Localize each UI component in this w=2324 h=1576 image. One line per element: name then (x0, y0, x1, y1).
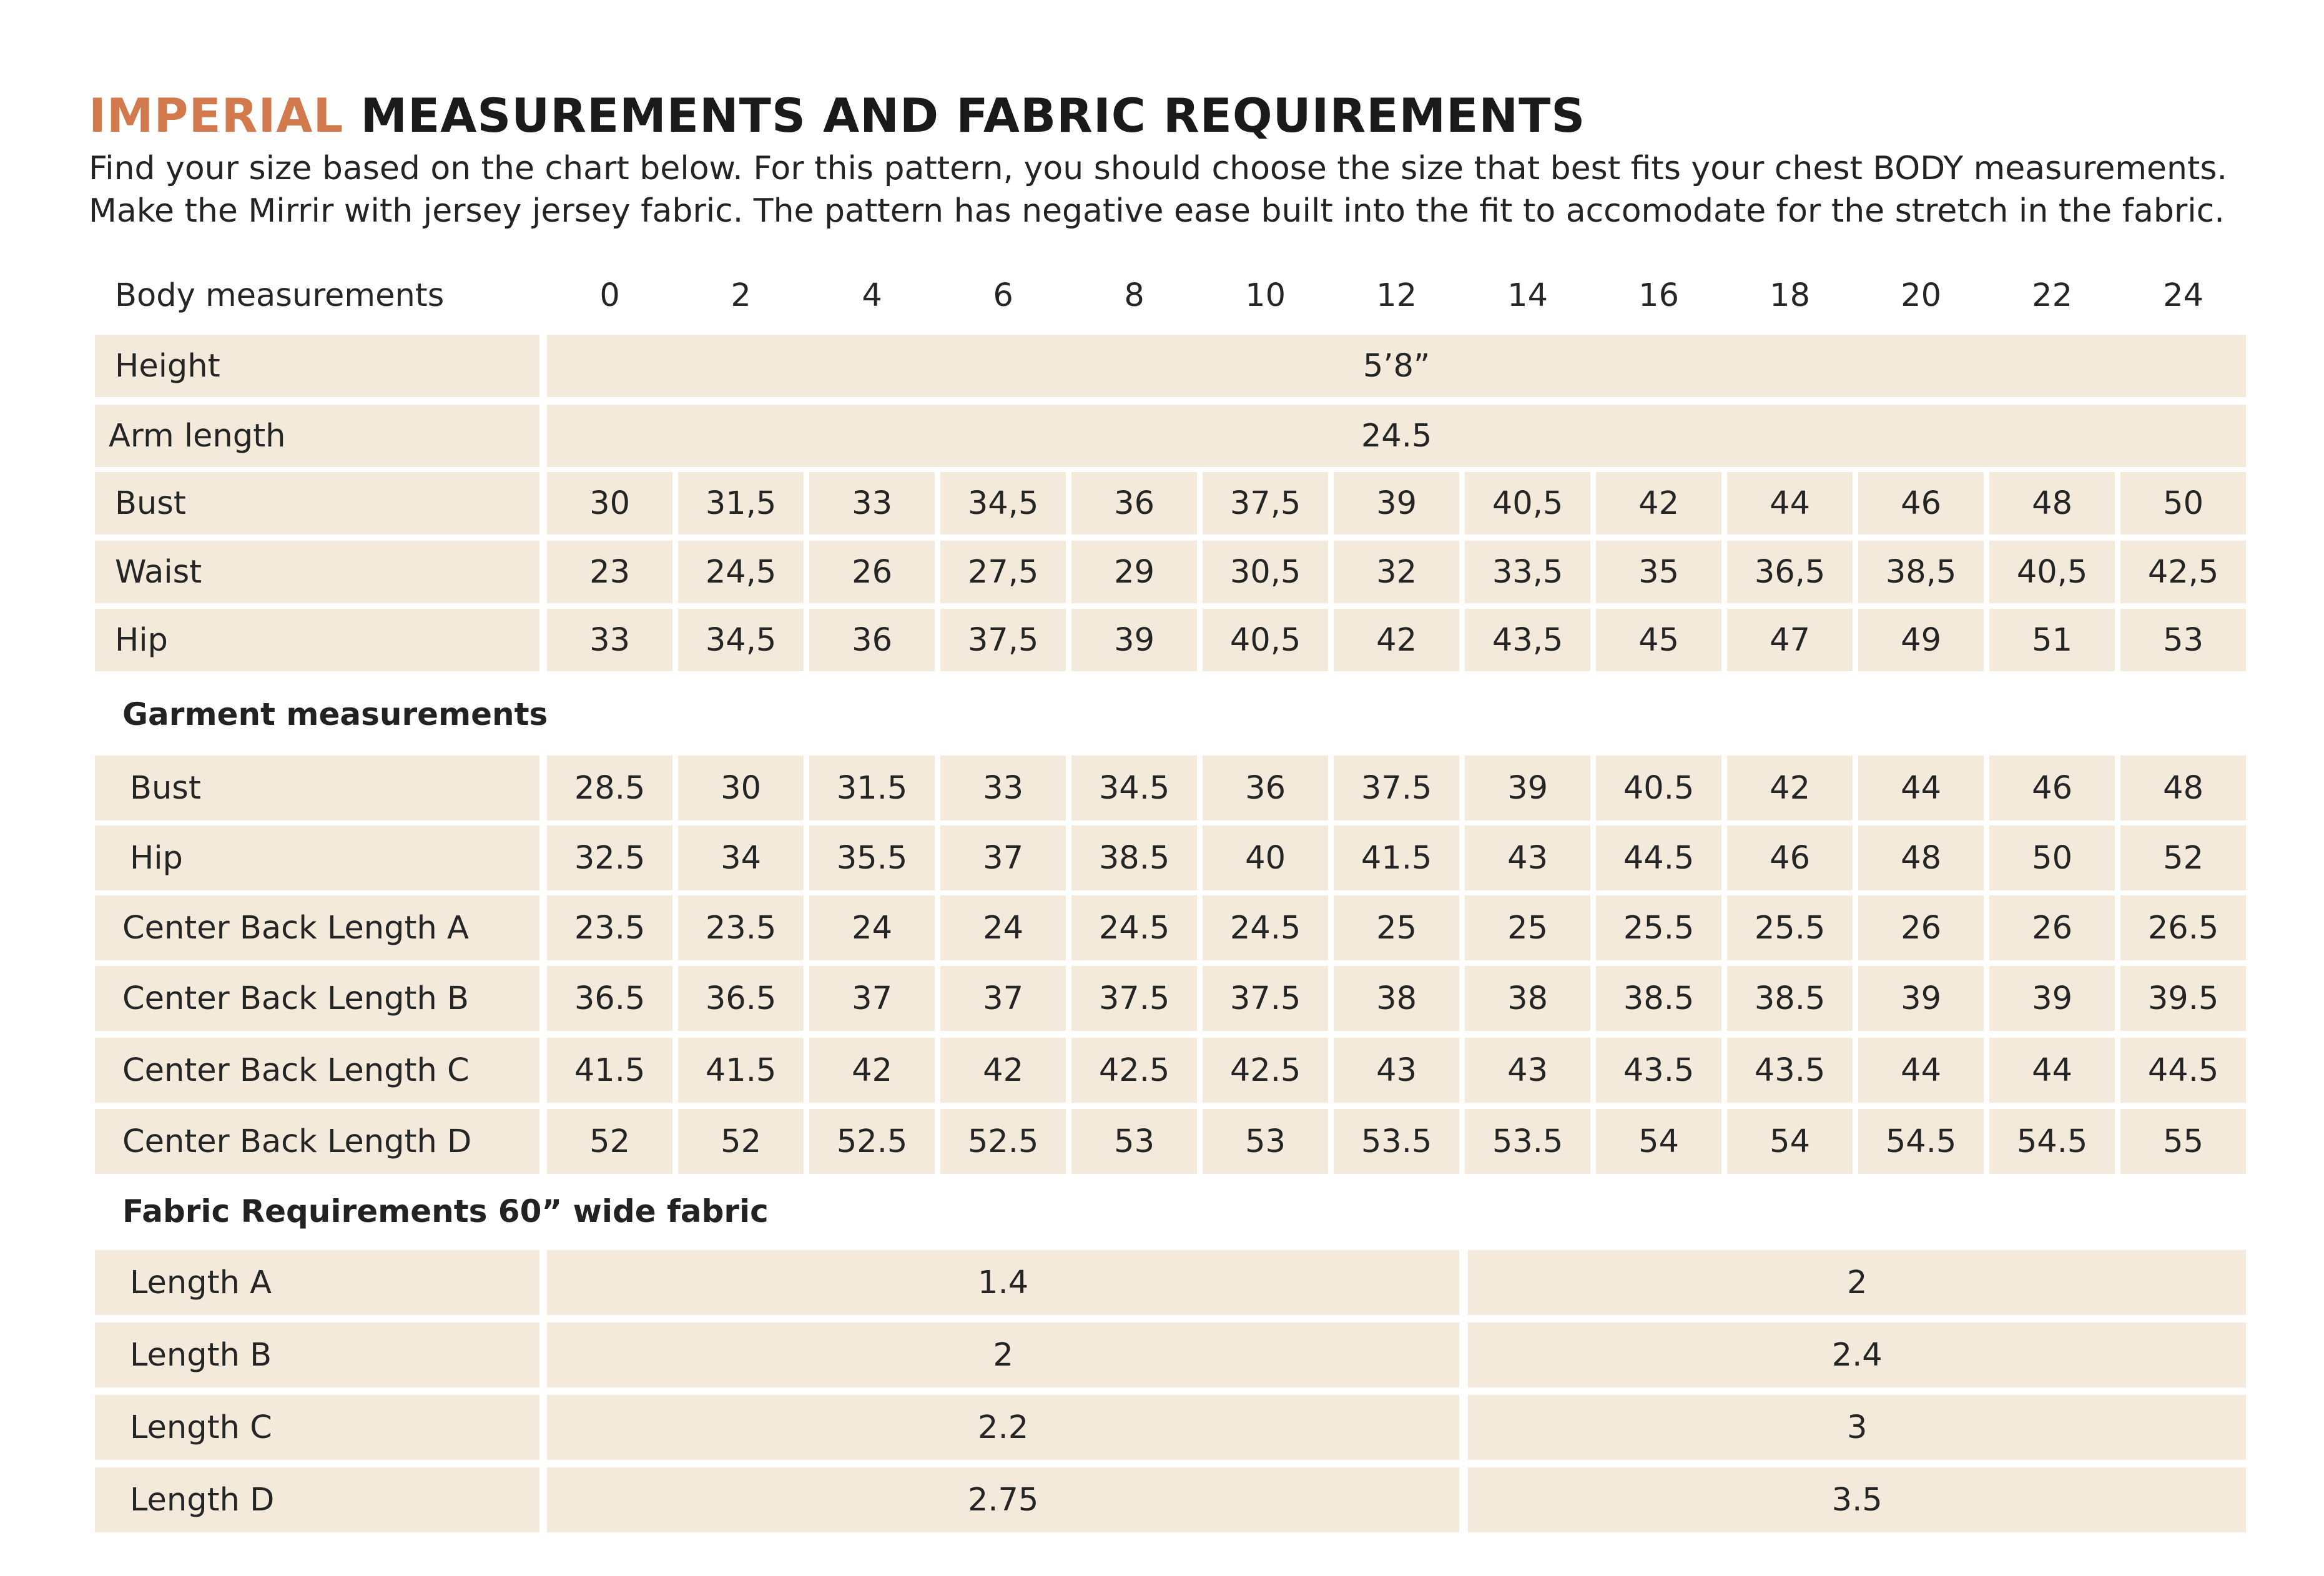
garment-value-cell: 26.5 (2120, 895, 2246, 960)
fabric-value-large-sizes: 2.4 (1468, 1322, 2246, 1387)
garment-value-cell: 42 (940, 1038, 1066, 1103)
fabric-value-small-sizes: 2.75 (547, 1467, 1459, 1532)
garment-value-cell: 42.5 (1071, 1038, 1197, 1103)
garment-value-cell: 38 (1465, 966, 1590, 1031)
garment-value-cell: 25.5 (1596, 895, 1721, 960)
garment-value-cell: 28.5 (547, 756, 672, 820)
body-value-cell: 49 (1858, 609, 1984, 671)
body-value-cell: 53 (2120, 609, 2246, 671)
fabric-value-large-sizes: 3.5 (1468, 1467, 2246, 1532)
garment-value-cell: 37.5 (1334, 756, 1459, 820)
body-value-cell: 39 (1071, 609, 1197, 671)
fabric-value-large-sizes: 3 (1468, 1395, 2246, 1460)
garment-value-cell: 34 (678, 825, 804, 890)
garment-value-cell: 54.5 (1989, 1109, 2115, 1174)
intro-line-1: Find your size based on the chart below. For this pattern, you should choose the size that best fits your chest BODY measurements. (89, 150, 2228, 187)
garment-row-label: Center Back Length B (95, 966, 539, 1031)
garment-value-cell: 36 (1203, 756, 1328, 820)
body-value-cell: 50 (2120, 472, 2246, 534)
garment-value-cell: 43.5 (1596, 1038, 1721, 1103)
garment-value-cell: 43 (1465, 825, 1590, 890)
garment-value-cell: 39 (1989, 966, 2115, 1031)
body-value-cell: 48 (1989, 472, 2115, 534)
intro-text (89, 147, 2227, 232)
garment-value-cell: 40 (1203, 825, 1328, 890)
body-value-cell: 42 (1596, 472, 1721, 534)
fabric-value-small-sizes: 2 (547, 1322, 1459, 1387)
title-accent: IMPERIAL (89, 88, 344, 143)
body-value-cell: 39 (1334, 472, 1459, 534)
garment-value-cell: 23.5 (678, 895, 804, 960)
fabric-value-small-sizes: 2.2 (547, 1395, 1459, 1460)
body-value-cell: 36 (809, 609, 935, 671)
garment-value-cell: 42 (1727, 756, 1853, 820)
garment-value-cell: 32.5 (547, 825, 672, 890)
garment-value-cell: 33 (940, 756, 1066, 820)
garment-value-cell: 25 (1334, 895, 1459, 960)
size-header: 0 (599, 277, 620, 314)
garment-value-cell: 39 (1465, 756, 1590, 820)
arm-length-label: Arm length (95, 405, 539, 467)
size-header: 22 (2032, 277, 2073, 314)
body-value-cell: 26 (809, 541, 935, 603)
garment-value-cell: 55 (2120, 1109, 2246, 1174)
garment-value-cell: 48 (1858, 825, 1984, 890)
body-value-cell: 44 (1727, 472, 1853, 534)
fabric-value-large-sizes: 2 (1468, 1250, 2246, 1315)
garment-value-cell: 44.5 (1596, 825, 1721, 890)
body-row-label: Hip (95, 609, 539, 671)
garment-value-cell: 54.5 (1858, 1109, 1984, 1174)
body-value-cell: 38,5 (1858, 541, 1984, 603)
fabric-row-label: Length D (95, 1467, 539, 1532)
body-value-cell: 31,5 (678, 472, 804, 534)
body-value-cell: 40,5 (1465, 472, 1590, 534)
size-header: 4 (862, 277, 882, 314)
garment-value-cell: 54 (1727, 1109, 1853, 1174)
fabric-section-heading: Fabric Requirements 60” wide fabric (122, 1193, 769, 1229)
size-header: 6 (993, 277, 1013, 314)
garment-value-cell: 43 (1465, 1038, 1590, 1103)
garment-value-cell: 25.5 (1727, 895, 1853, 960)
body-value-cell: 34,5 (678, 609, 804, 671)
size-header: 10 (1245, 277, 1286, 314)
garment-value-cell: 37 (809, 966, 935, 1031)
size-header: 16 (1638, 277, 1680, 314)
height-label: Height (95, 335, 539, 397)
garment-value-cell: 44.5 (2120, 1038, 2246, 1103)
garment-value-cell: 41.5 (678, 1038, 804, 1103)
garment-value-cell: 44 (1858, 756, 1984, 820)
garment-value-cell: 50 (1989, 825, 2115, 890)
size-header: 12 (1376, 277, 1417, 314)
garment-value-cell: 39.5 (2120, 966, 2246, 1031)
body-value-cell: 30,5 (1203, 541, 1328, 603)
garment-value-cell: 37.5 (1071, 966, 1197, 1031)
garment-value-cell: 48 (2120, 756, 2246, 820)
size-header: 14 (1507, 277, 1549, 314)
body-value-cell: 33 (547, 609, 672, 671)
garment-value-cell: 40.5 (1596, 756, 1721, 820)
garment-value-cell: 54 (1596, 1109, 1721, 1174)
garment-value-cell: 26 (1858, 895, 1984, 960)
fabric-row-label: Length C (95, 1395, 539, 1460)
garment-row-label: Center Back Length A (95, 895, 539, 960)
garment-row-label: Center Back Length C (95, 1038, 539, 1103)
garment-value-cell: 52 (547, 1109, 672, 1174)
garment-value-cell: 36.5 (547, 966, 672, 1031)
body-value-cell: 40,5 (1203, 609, 1328, 671)
body-value-cell: 32 (1334, 541, 1459, 603)
body-value-cell: 33,5 (1465, 541, 1590, 603)
garment-value-cell: 44 (1858, 1038, 1984, 1103)
garment-value-cell: 36.5 (678, 966, 804, 1031)
garment-value-cell: 38.5 (1727, 966, 1853, 1031)
body-row-label: Bust (95, 472, 539, 534)
fabric-row-label: Length B (95, 1322, 539, 1387)
page-title (89, 88, 1586, 143)
body-value-cell: 45 (1596, 609, 1721, 671)
garment-value-cell: 46 (1989, 756, 2115, 820)
size-header: 20 (1901, 277, 1942, 314)
size-header: 18 (1770, 277, 1811, 314)
body-value-cell: 29 (1071, 541, 1197, 603)
garment-value-cell: 37.5 (1203, 966, 1328, 1031)
garment-value-cell: 24 (809, 895, 935, 960)
garment-value-cell: 37 (940, 825, 1066, 890)
body-value-cell: 46 (1858, 472, 1984, 534)
garment-value-cell: 34.5 (1071, 756, 1197, 820)
title-rest: MEASUREMENTS AND FABRIC REQUIREMENTS (360, 88, 1586, 143)
body-value-cell: 30 (547, 472, 672, 534)
garment-value-cell: 38 (1334, 966, 1459, 1031)
garment-value-cell: 53.5 (1334, 1109, 1459, 1174)
garment-value-cell: 52 (678, 1109, 804, 1174)
body-value-cell: 36 (1071, 472, 1197, 534)
body-value-cell: 36,5 (1727, 541, 1853, 603)
garment-value-cell: 39 (1858, 966, 1984, 1031)
garment-value-cell: 52.5 (809, 1109, 935, 1174)
body-value-cell: 47 (1727, 609, 1853, 671)
body-value-cell: 24,5 (678, 541, 804, 603)
garment-value-cell: 35.5 (809, 825, 935, 890)
body-value-cell: 33 (809, 472, 935, 534)
garment-value-cell: 46 (1727, 825, 1853, 890)
height-value: 5’8” (547, 335, 2246, 397)
size-header: 24 (2163, 277, 2204, 314)
size-header: 8 (1124, 277, 1145, 314)
garment-value-cell: 31.5 (809, 756, 935, 820)
garment-value-cell: 42.5 (1203, 1038, 1328, 1103)
body-value-cell: 27,5 (940, 541, 1066, 603)
garment-row-label: Center Back Length D (95, 1109, 539, 1174)
body-value-cell: 42,5 (2120, 541, 2246, 603)
body-value-cell: 37,5 (940, 609, 1066, 671)
fabric-row-label: Length A (95, 1250, 539, 1315)
size-header: 2 (731, 277, 751, 314)
garment-value-cell: 53.5 (1465, 1109, 1590, 1174)
body-value-cell: 34,5 (940, 472, 1066, 534)
body-value-cell: 40,5 (1989, 541, 2115, 603)
garment-value-cell: 41.5 (547, 1038, 672, 1103)
garment-value-cell: 52 (2120, 825, 2246, 890)
body-value-cell: 37,5 (1203, 472, 1328, 534)
garment-value-cell: 38.5 (1596, 966, 1721, 1031)
garment-value-cell: 38.5 (1071, 825, 1197, 890)
garment-value-cell: 53 (1071, 1109, 1197, 1174)
garment-row-label: Hip (95, 825, 539, 890)
garment-value-cell: 43.5 (1727, 1038, 1853, 1103)
garment-row-label: Bust (95, 756, 539, 820)
garment-value-cell: 37 (940, 966, 1066, 1031)
garment-value-cell: 23.5 (547, 895, 672, 960)
intro-line-2: Make the Mirrir with jersey jersey fabric. The pattern has negative ease built into the fit to accomodate for the stretch in the fabric. (89, 192, 2225, 230)
garment-value-cell: 24.5 (1203, 895, 1328, 960)
garment-section-heading: Garment measurements (122, 696, 548, 732)
body-value-cell: 42 (1334, 609, 1459, 671)
arm-length-value: 24.5 (547, 405, 2246, 467)
body-measurements-heading: Body measurements (115, 277, 445, 314)
garment-value-cell: 44 (1989, 1038, 2115, 1103)
garment-value-cell: 41.5 (1334, 825, 1459, 890)
garment-value-cell: 52.5 (940, 1109, 1066, 1174)
garment-value-cell: 25 (1465, 895, 1590, 960)
garment-value-cell: 30 (678, 756, 804, 820)
body-value-cell: 23 (547, 541, 672, 603)
garment-value-cell: 24 (940, 895, 1066, 960)
garment-value-cell: 24.5 (1071, 895, 1197, 960)
garment-value-cell: 43 (1334, 1038, 1459, 1103)
body-value-cell: 35 (1596, 541, 1721, 603)
fabric-value-small-sizes: 1.4 (547, 1250, 1459, 1315)
garment-value-cell: 42 (809, 1038, 935, 1103)
body-value-cell: 43,5 (1465, 609, 1590, 671)
garment-value-cell: 26 (1989, 895, 2115, 960)
body-value-cell: 51 (1989, 609, 2115, 671)
body-row-label: Waist (95, 541, 539, 603)
garment-value-cell: 53 (1203, 1109, 1328, 1174)
